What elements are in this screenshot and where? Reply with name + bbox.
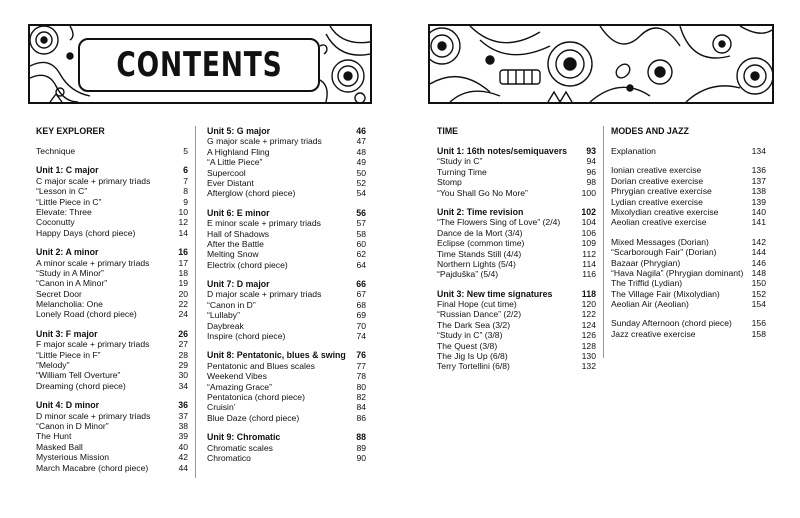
- page-number: 124: [581, 319, 596, 330]
- contents-entry[interactable]: [36, 176, 188, 186]
- entry-title: Dance de la Mort (3/4): [437, 227, 523, 238]
- unit-heading[interactable]: [36, 247, 188, 257]
- page-number: 24: [178, 309, 188, 320]
- contents-entry[interactable]: [207, 157, 366, 167]
- contents-entry[interactable]: [611, 268, 766, 278]
- entry-title: Mysterious Mission: [36, 452, 110, 463]
- entry-title: “You Shall Go No More”: [437, 187, 528, 198]
- entry-title: F major scale + primary triads: [36, 339, 150, 350]
- page-number: 70: [356, 320, 366, 331]
- entry-title: “Lullaby”: [207, 310, 240, 321]
- unit-heading[interactable]: [36, 400, 188, 410]
- contents-entry[interactable]: [611, 299, 766, 309]
- page-number: 14: [178, 227, 188, 238]
- contents-entry[interactable]: [36, 350, 188, 360]
- page-number: 60: [356, 238, 366, 249]
- page-number: 89: [356, 442, 366, 453]
- entry-title: D major scale + primary triads: [207, 289, 322, 300]
- entry-title: “Canon in D”: [207, 299, 256, 310]
- contents-entry[interactable]: [437, 341, 596, 351]
- entry-title: “Scarborough Fair” (Dorian): [611, 247, 717, 258]
- page-number: 67: [356, 289, 366, 300]
- entry-title: The Dark Sea (3/2): [437, 319, 511, 330]
- page-number: 93: [586, 146, 596, 156]
- unit-title: Unit 9: Chromatic: [207, 432, 281, 443]
- entry-title: “Melody”: [36, 360, 70, 371]
- contents-entry[interactable]: [611, 258, 766, 268]
- contents-entry[interactable]: [437, 309, 596, 319]
- contents-entry[interactable]: [36, 289, 188, 299]
- contents-entry[interactable]: [207, 331, 366, 341]
- page-number: 6: [183, 165, 188, 176]
- contents-entry[interactable]: [207, 361, 366, 371]
- page-number: 109: [581, 238, 596, 249]
- entry-title: “Pajduška” (5/4): [437, 269, 499, 280]
- page-number: 144: [751, 247, 766, 258]
- contents-entry[interactable]: [36, 309, 188, 319]
- page-number: 142: [751, 236, 766, 247]
- contents-entry[interactable]: [36, 370, 188, 380]
- entry-title: Blue Daze (chord piece): [207, 412, 300, 423]
- unit-heading[interactable]: [207, 432, 366, 442]
- contents-entry[interactable]: [36, 452, 188, 462]
- entry-title: Inspire (chord piece): [207, 331, 286, 342]
- entry-title: Secret Door: [36, 288, 82, 299]
- page-number: 46: [356, 126, 366, 136]
- entry-title: Mixed Messages (Dorian): [611, 236, 709, 247]
- contents-entry[interactable]: [611, 176, 766, 186]
- unit-title: Unit 3: New time signatures: [437, 288, 553, 299]
- entry-title: The Hunt: [36, 431, 72, 442]
- entry-title: Stomp: [437, 177, 462, 188]
- entry-title: “Little Piece in C”: [36, 196, 102, 207]
- page-number: 112: [582, 248, 596, 259]
- contents-entry[interactable]: [437, 299, 596, 309]
- entry-title: C major scale + primary triads: [36, 175, 151, 186]
- page-number: 64: [356, 259, 366, 270]
- contents-entry[interactable]: [207, 249, 366, 259]
- entry-title: Melancholia: One: [36, 299, 103, 310]
- contents-entry[interactable]: [36, 228, 188, 238]
- contents-entry[interactable]: [611, 247, 766, 257]
- entry-title: Supercool: [207, 167, 246, 178]
- entry-title: Turning Time: [437, 166, 487, 177]
- contents-entry[interactable]: [437, 217, 596, 227]
- contents-entry[interactable]: [207, 178, 366, 188]
- page-number: 158: [751, 328, 766, 339]
- entry-title: Ever Distant: [207, 177, 254, 188]
- page-number: 78: [356, 371, 366, 382]
- title-box: [78, 38, 320, 92]
- contents-entry[interactable]: [36, 197, 188, 207]
- page-number: 102: [581, 206, 596, 217]
- page-number: 5: [183, 146, 188, 156]
- entry-title: “Hava Nagila” (Phrygian dominant): [611, 267, 744, 278]
- contents-entry[interactable]: [207, 453, 366, 463]
- entry-title: The Triffid (Lydian): [611, 278, 683, 289]
- contents-entry[interactable]: [36, 217, 188, 227]
- section-heading: MODES AND JAZZ: [611, 126, 689, 136]
- section-heading: KEY EXPLORER: [36, 126, 105, 136]
- contents-entry[interactable]: [437, 361, 596, 371]
- unit-heading[interactable]: [207, 350, 366, 360]
- page-number: 150: [751, 278, 766, 289]
- page-number: 104: [581, 217, 596, 228]
- entry-title: “Study in C” (3/8): [437, 330, 503, 341]
- entry-title: Chromatico: [207, 452, 251, 463]
- page-title: CONTENTS: [115, 45, 283, 85]
- entry-title: “Amazing Grace”: [207, 381, 272, 392]
- entry-title: Chromatic scales: [207, 442, 273, 453]
- page-number: 30: [178, 370, 188, 381]
- contents-entry[interactable]: [437, 259, 596, 269]
- page-number: 82: [356, 391, 366, 402]
- entry-title: Final Hope (cut time): [437, 299, 517, 310]
- page-number: 132: [581, 361, 596, 372]
- contents-entry[interactable]: [207, 371, 366, 381]
- entry-title: Aeolian creative exercise: [611, 217, 707, 228]
- contents-entry[interactable]: [207, 289, 366, 299]
- column-divider: [195, 126, 196, 478]
- entry-title: March Macabre (chord piece): [36, 462, 149, 473]
- page-number: 88: [356, 432, 366, 443]
- entry-title: D minor scale + primary triads: [36, 410, 151, 421]
- entry-title: Coconutty: [36, 217, 75, 228]
- page-number: 128: [581, 340, 596, 351]
- page-number: 96: [586, 166, 596, 177]
- page-number: 141: [751, 217, 766, 228]
- entry-title: Melting Snow: [207, 249, 259, 260]
- unit-heading[interactable]: [36, 329, 188, 339]
- page-number: 9: [183, 196, 188, 207]
- page-number: 80: [356, 381, 366, 392]
- contents-entry[interactable]: [36, 411, 188, 421]
- contents-entry[interactable]: [207, 392, 366, 402]
- page-number: 37: [178, 410, 188, 421]
- page-number: 114: [582, 258, 596, 269]
- page-number: 122: [581, 309, 596, 320]
- page-number: 156: [751, 318, 766, 329]
- page-number: 56: [356, 207, 366, 218]
- page-number: 120: [581, 299, 596, 310]
- contents-entry[interactable]: [36, 431, 188, 441]
- page-number: 68: [356, 299, 366, 310]
- unit-title: Unit 1: 16th notes/semiquavers: [437, 146, 568, 156]
- contents-entry[interactable]: [36, 207, 188, 217]
- entry-title: Aeolian Air (Aeolian): [611, 299, 689, 310]
- entry-title: A Highland Fling: [207, 146, 270, 157]
- contents-entry[interactable]: [437, 269, 596, 279]
- unit-title: Unit 5: G major: [207, 126, 271, 136]
- page-number: 106: [581, 227, 596, 238]
- header-banner-left: [28, 24, 372, 104]
- contents-entry[interactable]: [437, 167, 596, 177]
- contents-entry[interactable]: [36, 186, 188, 196]
- contents-entry[interactable]: [36, 299, 188, 309]
- section-heading: TIME: [437, 126, 459, 136]
- header-banner-right: [428, 24, 774, 104]
- entry-title: “Canon in A Minor”: [36, 278, 108, 289]
- page-number: 12: [178, 217, 188, 228]
- entry-title: Lonely Road (chord piece): [36, 309, 137, 320]
- unit-title: Unit 6: E minor: [207, 207, 270, 218]
- contents-entry[interactable]: [437, 351, 596, 361]
- unit-title: Unit 8: Pentatonic, blues & swing: [207, 350, 346, 361]
- entry-title: Pentatonic and Blues scales: [207, 360, 315, 371]
- entry-title: “Russian Dance” (2/2): [437, 309, 522, 320]
- contents-entry[interactable]: [611, 237, 766, 247]
- page-number: 138: [751, 186, 766, 197]
- page-number: 44: [178, 462, 188, 473]
- unit-heading[interactable]: [437, 207, 596, 217]
- page-number: 137: [751, 175, 766, 186]
- entry-title: Dreaming (chord piece): [36, 380, 126, 391]
- entry-title: Daybreak: [207, 320, 244, 331]
- contents-entry[interactable]: [36, 421, 188, 431]
- contents-entry[interactable]: [36, 278, 188, 288]
- page-number: 57: [356, 218, 366, 229]
- contents-entry[interactable]: [437, 156, 596, 166]
- entry-title: The Quest (3/8): [437, 340, 498, 351]
- contents-entry[interactable]: [611, 289, 766, 299]
- unit-title: Unit 4: D minor: [36, 400, 100, 411]
- entry-title: Electrix (chord piece): [207, 259, 288, 270]
- page-number: 54: [356, 188, 366, 199]
- unit-title: Unit 7: D major: [207, 279, 270, 290]
- page-number: 50: [356, 167, 366, 178]
- contents-entry[interactable]: [207, 136, 366, 146]
- contents-entry[interactable]: [437, 330, 596, 340]
- entry-title: A minor scale + primary triads: [36, 257, 150, 268]
- page-number: 134: [751, 146, 766, 156]
- unit-title: Unit 2: Time revision: [437, 206, 524, 217]
- page-number: 52: [356, 177, 366, 188]
- page-number: 40: [178, 441, 188, 452]
- page-number: 126: [581, 330, 596, 341]
- page-number: 10: [178, 206, 188, 217]
- entry-title: Hall of Shadows: [207, 228, 270, 239]
- page-number: 34: [178, 380, 188, 391]
- contents-entry[interactable]: [611, 329, 766, 339]
- contents-entry[interactable]: [437, 188, 596, 198]
- page-number: 7: [183, 175, 188, 186]
- contents-entry[interactable]: [207, 402, 366, 412]
- contents-entry[interactable]: [207, 147, 366, 157]
- page-number: 38: [178, 420, 188, 431]
- contents-entry[interactable]: [207, 321, 366, 331]
- contents-entry[interactable]: [36, 463, 188, 473]
- page-number: 48: [356, 146, 366, 157]
- entry-title: Explanation: [611, 146, 656, 156]
- contents-entry[interactable]: [207, 188, 366, 198]
- contents-entry[interactable]: [437, 238, 596, 248]
- entry-title: Happy Days (chord piece): [36, 227, 136, 238]
- page-number: 94: [586, 156, 596, 167]
- contents-entry[interactable]: [207, 168, 366, 178]
- page-number: 86: [356, 412, 366, 423]
- contents-entry[interactable]: [207, 260, 366, 270]
- unit-title: Unit 1: C major: [36, 165, 99, 176]
- page-number: 136: [751, 165, 766, 176]
- page-number: 19: [178, 278, 188, 289]
- entry-title: Ionian creative exercise: [611, 165, 702, 176]
- page-number: 62: [356, 249, 366, 260]
- unit-title: Unit 2: A minor: [36, 247, 99, 258]
- entry-title: Bazaar (Phrygian): [611, 257, 681, 268]
- page-number: 47: [356, 136, 366, 147]
- page-number: 66: [356, 279, 366, 290]
- page-number: 27: [178, 339, 188, 350]
- doodle-pattern-right: [430, 26, 772, 102]
- entry-title: “A Little Piece”: [207, 157, 263, 168]
- page-number: 28: [178, 349, 188, 360]
- contents-entry[interactable]: [207, 218, 366, 228]
- entry-title: Time Stands Still (4/4): [437, 248, 522, 259]
- entry-title: The Village Fair (Mixolydian): [611, 288, 720, 299]
- entry-title: Masked Ball: [36, 441, 83, 452]
- page-number: 39: [178, 431, 188, 442]
- contents-entry[interactable]: [36, 360, 188, 370]
- unit-heading[interactable]: [437, 289, 596, 299]
- contents-entry[interactable]: [611, 186, 766, 196]
- contents-entry[interactable]: [611, 318, 766, 328]
- contents-column-time: [437, 126, 596, 372]
- entry-title: Lydian creative exercise: [611, 196, 703, 207]
- contents-entry[interactable]: [611, 217, 766, 227]
- page-number: 36: [178, 400, 188, 411]
- page-number: 29: [178, 360, 188, 371]
- entry-title: G major scale + primary triads: [207, 136, 322, 147]
- contents-column-key-explorer: [36, 126, 188, 473]
- entry-title: Afterglow (chord piece): [207, 188, 296, 199]
- page-number: 77: [356, 360, 366, 371]
- entry-title: “Study in C”: [437, 156, 483, 167]
- contents-entry[interactable]: [207, 300, 366, 310]
- entry-title: Weekend Vibes: [207, 371, 267, 382]
- contents-entry[interactable]: [207, 229, 366, 239]
- page-number: 22: [178, 299, 188, 310]
- page-number: 42: [178, 452, 188, 463]
- page-number: 154: [751, 299, 766, 310]
- page-number: 140: [751, 206, 766, 217]
- entry-title: Phrygian creative exercise: [611, 186, 712, 197]
- contents-entry[interactable]: [36, 146, 188, 156]
- page-number: 116: [582, 269, 596, 280]
- contents-entry[interactable]: [611, 197, 766, 207]
- page-number: 58: [356, 228, 366, 239]
- page-number: 130: [581, 351, 596, 362]
- entry-title: Pentatonica (chord piece): [207, 391, 305, 402]
- page-number: 100: [581, 187, 596, 198]
- contents-entry[interactable]: [36, 339, 188, 349]
- column-divider: [603, 126, 604, 358]
- contents-entry[interactable]: [207, 413, 366, 423]
- page-number: 8: [183, 186, 188, 197]
- entry-title: Cruisin’: [207, 402, 236, 413]
- contents-entry[interactable]: [611, 146, 766, 156]
- page-number: 20: [178, 288, 188, 299]
- page-number: 84: [356, 402, 366, 413]
- entry-title: Sunday Afternoon (chord piece): [611, 318, 732, 329]
- entry-title: “Study in A Minor”: [36, 267, 104, 278]
- unit-heading[interactable]: [207, 208, 366, 218]
- page-number: 26: [178, 328, 188, 339]
- contents-entry[interactable]: [207, 310, 366, 320]
- entry-title: Technique: [36, 146, 76, 156]
- contents-entry[interactable]: [207, 382, 366, 392]
- contents-entry[interactable]: [611, 278, 766, 288]
- entry-title: Jazz creative exercise: [611, 328, 696, 339]
- page-number: 69: [356, 310, 366, 321]
- contents-column-units-5-9: [207, 126, 366, 463]
- contents-entry[interactable]: [207, 443, 366, 453]
- entry-title: “Lesson in C”: [36, 186, 88, 197]
- page-number: 18: [178, 267, 188, 278]
- unit-heading[interactable]: [437, 146, 596, 156]
- page-number: 139: [751, 196, 766, 207]
- unit-title: Unit 3: F major: [36, 328, 98, 339]
- entry-title: “The Flowers Sing of Love” (2/4): [437, 217, 561, 228]
- contents-entry[interactable]: [437, 228, 596, 238]
- entry-title: After the Battle: [207, 238, 264, 249]
- contents-entry[interactable]: [437, 249, 596, 259]
- unit-heading[interactable]: [36, 165, 188, 175]
- page-number: 16: [178, 247, 188, 258]
- entry-title: Northern Lights (5/4): [437, 258, 516, 269]
- page-number: 118: [581, 288, 596, 299]
- page-number: 17: [178, 257, 188, 268]
- entry-title: Mixolydian creative exercise: [611, 206, 719, 217]
- page-number: 148: [751, 267, 766, 278]
- unit-heading[interactable]: [207, 126, 366, 136]
- entry-title: Elevate: Three: [36, 206, 92, 217]
- unit-heading[interactable]: [207, 279, 366, 289]
- page-number: 74: [356, 331, 366, 342]
- entry-title: Dorian creative exercise: [611, 175, 704, 186]
- contents-entry[interactable]: [611, 165, 766, 175]
- entry-title: “William Tell Overture”: [36, 370, 121, 381]
- page-number: 146: [751, 257, 766, 268]
- entry-title: Eclipse (common time): [437, 238, 525, 249]
- entry-title: E minor scale + primary triads: [207, 218, 321, 229]
- page-number: 49: [356, 157, 366, 168]
- page-number: 90: [356, 452, 366, 463]
- contents-entry[interactable]: [437, 177, 596, 187]
- entry-title: “Little Piece in F”: [36, 349, 101, 360]
- page-number: 98: [586, 177, 596, 188]
- contents-entry[interactable]: [36, 268, 188, 278]
- entry-title: The Jig Is Up (6/8): [437, 351, 508, 362]
- contents-column-modes-and-jazz: [611, 126, 766, 339]
- contents-entry[interactable]: [437, 320, 596, 330]
- contents-entry[interactable]: [611, 207, 766, 217]
- contents-entry[interactable]: [36, 258, 188, 268]
- contents-entry[interactable]: [36, 381, 188, 391]
- page-number: 152: [751, 288, 766, 299]
- page-number: 76: [356, 350, 366, 361]
- entry-title: Terry Tortellini (6/8): [437, 361, 510, 372]
- contents-entry[interactable]: [36, 442, 188, 452]
- entry-title: “Canon in D Minor”: [36, 420, 109, 431]
- contents-entry[interactable]: [207, 239, 366, 249]
